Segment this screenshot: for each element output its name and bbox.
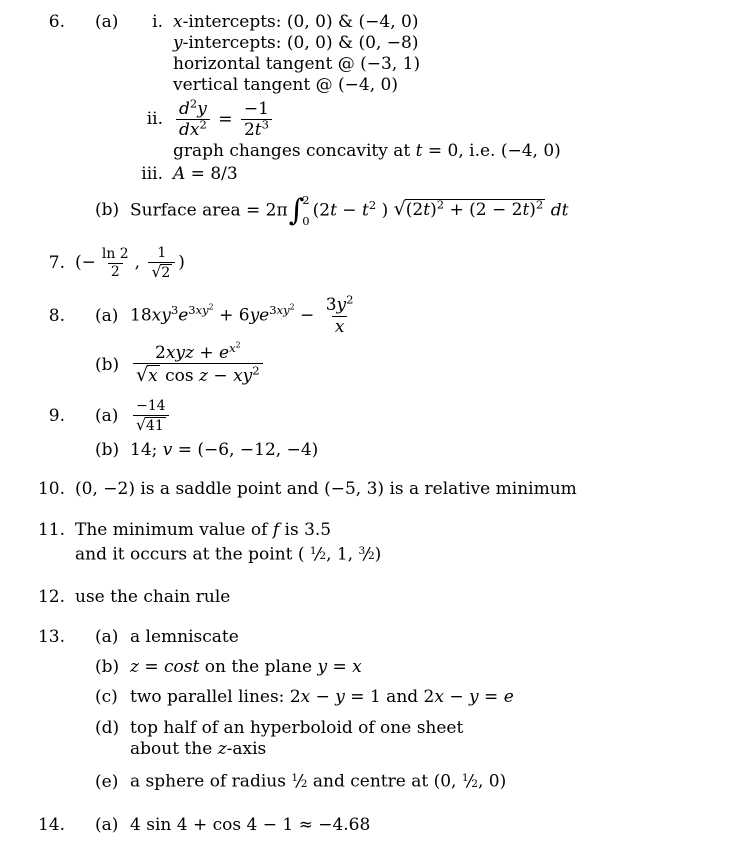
math-text: 3 (170, 303, 179, 318)
math-text: (2 (312, 200, 331, 221)
item-number: 10. (37, 478, 65, 499)
item-number: 7. (48, 252, 65, 273)
math-var: x (148, 366, 158, 387)
superscript (262, 118, 269, 132)
math-text: = (212, 109, 238, 130)
math-text: (− (75, 252, 96, 273)
math-text: ) (374, 543, 382, 564)
math-text: 3 (325, 295, 337, 316)
math-var: x (229, 340, 236, 355)
math-text: 2 (252, 364, 260, 379)
math-var: x (352, 657, 362, 678)
math-text: (0, −2) is a saddle point and (−5, 3) is a relative minimum (75, 478, 577, 499)
fraction (99, 246, 132, 280)
square-root (394, 199, 546, 221)
answer-row-13c (0, 687, 752, 708)
math-text: + 6 (213, 305, 250, 326)
answer-content (173, 164, 238, 185)
answer-content (130, 657, 362, 678)
math-text: = (478, 687, 504, 708)
integral (288, 192, 310, 228)
square-root (136, 416, 166, 435)
denominator (176, 119, 210, 140)
math-text: 3 (269, 303, 277, 318)
answer-row-8b (0, 340, 752, 387)
sfrac-denominator: 2 (471, 778, 478, 791)
math-text: 18 (130, 305, 152, 326)
math-text: about the (130, 739, 218, 760)
answer-row-13e (0, 768, 752, 795)
denominator (241, 119, 272, 140)
superscript (199, 118, 206, 132)
part-label: (b) (95, 354, 120, 375)
math-var: z (217, 739, 227, 760)
fraction (133, 340, 263, 387)
math-text: Surface area = 2π (130, 200, 288, 221)
sfrac-slash: / (363, 543, 370, 564)
math-text: −1 (243, 99, 269, 119)
denominator (332, 316, 348, 337)
math-var: y (197, 99, 207, 119)
math-var: d (179, 99, 190, 119)
math-text: , 0) (477, 771, 507, 792)
math-var: t (415, 140, 423, 161)
answer-content (75, 479, 577, 500)
integral-upper-limit: 2 (302, 192, 310, 207)
math-text: a sphere of radius (130, 771, 292, 792)
math-var: t (522, 200, 530, 221)
math-text: use the chain rule (75, 587, 231, 608)
math-text: 4 sin 4 + cos 4 − 1 ≈ −4.68 (130, 815, 371, 836)
numerator (152, 340, 244, 363)
sfrac-numerator: 3 (358, 544, 366, 557)
radicand (405, 199, 546, 221)
item-number: 12. (37, 587, 65, 608)
answer-content (130, 440, 318, 461)
sfrac-denominator: 2 (300, 778, 308, 791)
denominator (108, 263, 123, 281)
math-text: 2 (154, 343, 166, 363)
answer-content (130, 340, 266, 387)
math-text: 2 (436, 197, 445, 212)
math-var: cost (164, 657, 200, 678)
math-text: − (208, 366, 234, 387)
answer-content (130, 627, 239, 648)
math-text: The minimum value of (75, 519, 273, 540)
math-text: − (336, 200, 362, 221)
math-var: t (330, 200, 337, 221)
math-text: − (310, 687, 336, 708)
math-text: 2 (189, 96, 198, 111)
math-text: on the plane (199, 657, 318, 678)
answer-content (173, 12, 419, 33)
superscript (437, 198, 444, 212)
math-text: -axis (226, 739, 267, 760)
math-var: e (219, 343, 230, 363)
answer-row-11-2 (0, 541, 752, 568)
answer-row-6ai-1 (0, 12, 752, 33)
math-text: ) (529, 200, 536, 221)
integral-sign-icon: ∫ (288, 192, 305, 228)
math-text: and centre at (0, (307, 771, 462, 792)
answer-row-13d-1 (0, 718, 752, 739)
part-label: (a) (95, 12, 119, 32)
math-text: −14 (136, 398, 166, 415)
math-var: dx (179, 120, 200, 141)
math-text: 2 (535, 197, 544, 212)
math-var: y (335, 687, 345, 708)
math-var: y (336, 295, 347, 316)
denominator (148, 262, 175, 282)
answer-content (130, 815, 370, 836)
subpart-label: ii. (146, 109, 163, 130)
math-text: two parallel lines: 2 (130, 687, 301, 708)
math-text: − (294, 305, 320, 326)
radical-sign-icon: √ (136, 364, 149, 387)
answer-content (75, 245, 185, 281)
answer-row-13d-2 (0, 739, 752, 760)
answer-row-6b (0, 192, 752, 228)
math-text: 2 (161, 264, 171, 281)
answer-row-9b (0, 440, 752, 461)
sfrac-denominator: 2 (319, 550, 327, 563)
math-var: z (199, 366, 208, 387)
math-text: horizontal tangent @ (−3, 1) (173, 54, 421, 74)
subpart-label: iii. (141, 163, 163, 184)
math-text: (2 (405, 200, 424, 221)
slant-fraction (359, 541, 375, 568)
item-number: 11. (37, 519, 65, 540)
radicand (145, 417, 166, 435)
math-text: graph changes concavity at (173, 140, 416, 161)
math-text: 1 (157, 244, 167, 261)
answer-content (173, 141, 561, 162)
superscript (536, 198, 543, 212)
math-text: -intercepts: (0, 0) & (−4, 0) (182, 12, 419, 32)
superscript (229, 341, 241, 355)
math-var: ye (249, 305, 270, 326)
answer-row-14a (0, 815, 752, 836)
math-text: 3 (261, 118, 269, 133)
math-text: ln 2 (101, 245, 129, 262)
sfrac-denominator: 2 (367, 550, 375, 563)
math-text: , (134, 252, 146, 273)
math-text: vertical tangent @ (−4, 0) (173, 75, 398, 95)
sfrac-numerator: 1 (309, 544, 317, 557)
answer-content (173, 54, 420, 75)
sfrac-numerator: 1 (291, 772, 299, 785)
sfrac-slash: / (467, 771, 473, 792)
answer-content (130, 739, 266, 760)
math-var: t (361, 200, 369, 221)
superscript (236, 340, 241, 349)
part-label: (c) (95, 687, 118, 708)
numerator (133, 398, 168, 415)
fraction (133, 398, 169, 434)
math-text: 2 (235, 340, 241, 350)
answer-content (130, 768, 506, 795)
math-var: xy (151, 305, 171, 326)
math-var: z (130, 657, 139, 678)
math-var: x (300, 687, 311, 708)
item-number: 9. (48, 405, 65, 426)
answer-row-11-1 (0, 520, 752, 541)
slant-fraction (462, 768, 478, 795)
math-text: = 1 and 2 (344, 687, 435, 708)
answer-row-13a (0, 627, 752, 648)
fraction (176, 96, 210, 141)
math-text: cos (159, 366, 200, 387)
math-text: = (327, 657, 353, 678)
math-text: = 8/3 (185, 163, 238, 184)
answer-content (130, 398, 172, 434)
math-text: 41 (145, 417, 164, 434)
part-label: (a) (95, 305, 119, 326)
answer-content (75, 520, 331, 541)
math-text: − (443, 687, 470, 708)
answer-row-6ai-3 (0, 54, 752, 75)
math-text: 2 (110, 263, 120, 280)
item-number: 6. (48, 12, 65, 32)
answer-content (130, 718, 463, 739)
integral-limits (302, 192, 310, 228)
part-label: (b) (95, 657, 120, 678)
answer-content (130, 687, 514, 708)
math-text: , 1, (326, 543, 359, 564)
math-var: y (317, 657, 328, 678)
part-label: (b) (95, 439, 120, 460)
numerator (154, 245, 169, 262)
math-var: y (173, 33, 183, 53)
item-number: 13. (37, 627, 65, 648)
part-label: (b) (95, 200, 120, 221)
sfrac-slash: / (296, 771, 303, 792)
item-number: 8. (48, 305, 65, 326)
answer-content (75, 541, 381, 568)
math-var: e (503, 687, 514, 708)
math-text: 2 (243, 120, 255, 141)
answer-content (75, 587, 230, 608)
math-text: + (193, 343, 220, 363)
sfrac-slash: / (315, 543, 321, 564)
answer-row-6ai-4 (0, 75, 752, 96)
answer-row-6aiii (0, 164, 752, 185)
superscript (188, 303, 213, 317)
answer-row-12 (0, 587, 752, 608)
numerator (323, 292, 357, 316)
answer-row-9a (0, 398, 752, 434)
math-text: and it occurs at the point ( (75, 543, 310, 564)
math-text: 2 (346, 292, 354, 307)
fraction (148, 245, 175, 281)
radicand (147, 365, 160, 386)
math-var: xy (233, 366, 253, 387)
subpart-label: i. (152, 12, 163, 32)
denominator (133, 363, 263, 387)
item-number: 14. (37, 815, 65, 836)
math-var: f (272, 519, 280, 540)
math-var: dt (550, 200, 569, 221)
superscript (346, 293, 353, 307)
math-text: 2 (368, 197, 377, 212)
answer-content (173, 96, 275, 141)
radical-sign-icon: √ (393, 198, 406, 221)
math-text: = 0, i.e. (−4, 0) (422, 140, 561, 161)
fraction (323, 292, 357, 337)
math-text: 14; (130, 439, 163, 460)
part-label: (a) (95, 815, 119, 836)
math-var: t (254, 120, 262, 141)
math-var: xy (195, 303, 209, 318)
answer-row-6ai-2 (0, 33, 752, 54)
math-var: A (173, 163, 186, 184)
math-var: xyz (165, 343, 194, 363)
part-label: (a) (95, 405, 119, 426)
math-var: xy (276, 303, 290, 318)
math-var: y (469, 687, 479, 708)
math-var: x (434, 687, 444, 708)
math-text: ) (376, 200, 394, 221)
answer-content (173, 75, 398, 96)
denominator (133, 415, 169, 435)
square-root (151, 263, 172, 282)
math-text: = (−6, −12, −4) (172, 439, 319, 460)
square-root (136, 364, 160, 387)
radical-sign-icon: √ (136, 415, 146, 434)
superscript (252, 364, 259, 378)
math-text: 2 (289, 302, 295, 312)
math-text: a lemniscate (130, 627, 239, 648)
math-text: = (138, 657, 165, 678)
slant-fraction (310, 541, 326, 568)
math-var: t (423, 200, 431, 221)
sfrac-numerator: 1 (461, 772, 469, 785)
superscript (269, 303, 294, 317)
answer-content (130, 292, 360, 337)
part-label: (a) (95, 627, 119, 648)
answer-row-13b (0, 657, 752, 678)
math-var: e (178, 305, 189, 326)
math-text: ) (178, 252, 185, 273)
integral-lower-limit: 0 (302, 213, 310, 228)
math-text: -intercepts: (0, 0) & (0, −8) (182, 33, 419, 53)
math-text: 2 (208, 302, 214, 312)
answer-content (173, 33, 419, 54)
math-text: + (2 − 2 (444, 200, 523, 221)
numerator (99, 246, 132, 263)
math-var: x (173, 12, 183, 32)
math-text: ) (430, 200, 437, 221)
fraction (241, 99, 272, 141)
part-label: (d) (95, 718, 120, 739)
math-var: x (334, 316, 345, 337)
answer-row-7 (0, 245, 752, 281)
answer-content (130, 192, 569, 228)
radicand (160, 264, 172, 282)
math-text: is 3.5 (279, 519, 332, 540)
answer-row-6aii-1 (0, 96, 752, 141)
radical-sign-icon: √ (151, 262, 162, 281)
answer-row-10 (0, 479, 752, 500)
part-label: (e) (95, 771, 119, 792)
slant-fraction (291, 768, 307, 795)
math-var: v (162, 439, 173, 460)
answer-row-6aii-2 (0, 141, 752, 162)
math-text: 3 (188, 303, 196, 318)
numerator (176, 96, 210, 119)
math-text: 2 (199, 118, 207, 133)
numerator (241, 99, 272, 119)
answer-row-8a (0, 292, 752, 337)
math-text: top half of an hyperboloid of one sheet (130, 718, 464, 739)
